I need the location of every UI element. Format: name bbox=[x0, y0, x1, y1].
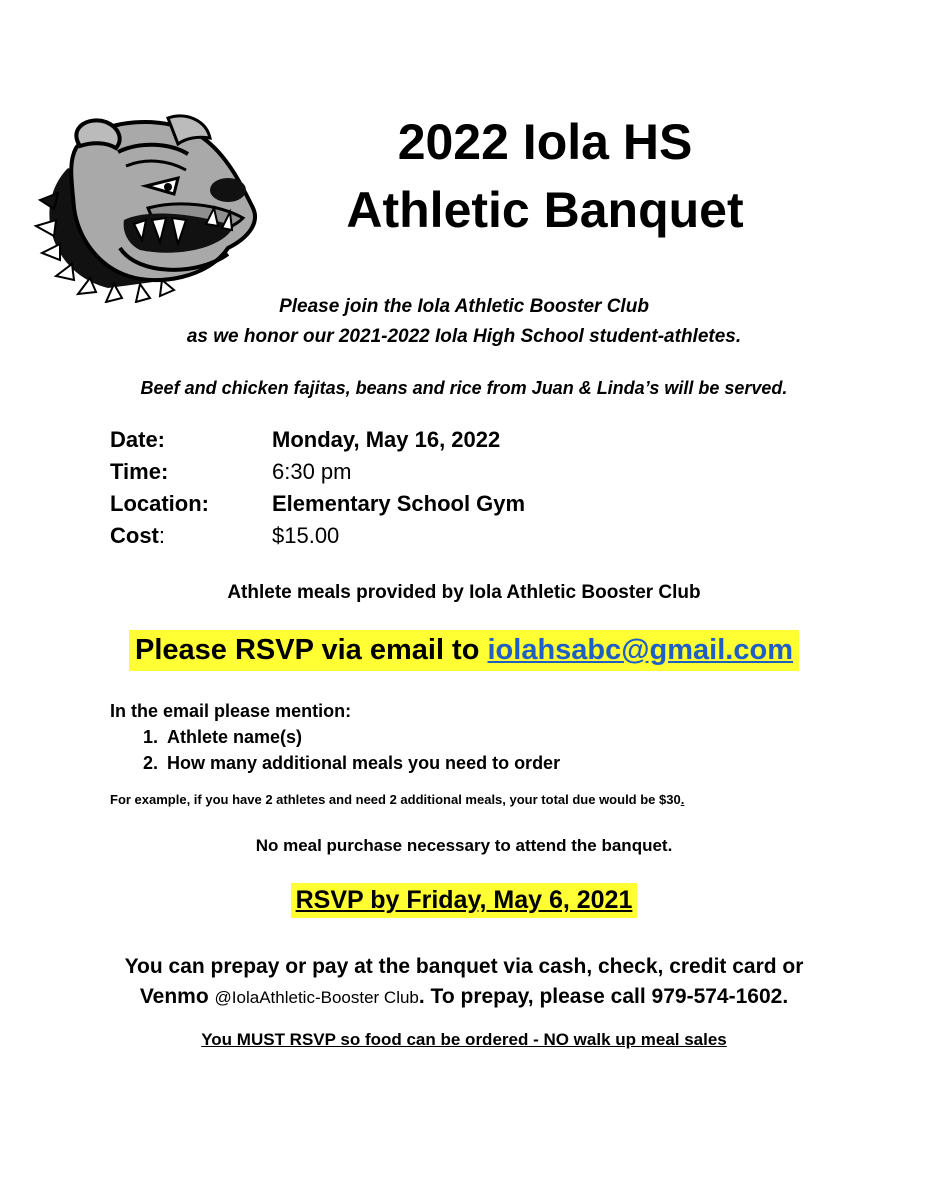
rsvp-email-banner bbox=[0, 634, 928, 667]
page-title-line-2: Athletic Banquet bbox=[346, 182, 744, 238]
example-text: For example, if you have 2 athletes and need 2 additional meals, your total due would be $30 bbox=[110, 792, 681, 807]
example-end: . bbox=[680, 792, 685, 807]
detail-label: Time: bbox=[110, 459, 169, 484]
rsvp-deadline: RSVP by Friday, May 6, 2021 bbox=[291, 883, 638, 918]
must-rsvp-note: You MUST RSVP so food can be ordered - NO walk up meal sales bbox=[201, 1030, 727, 1049]
email-instructions bbox=[110, 698, 560, 776]
page-title-line-1: 2022 Iola HS bbox=[397, 114, 693, 170]
detail-label-colon: : bbox=[158, 523, 166, 548]
rsvp-email-link[interactable]: iolahsabc@gmail.com bbox=[487, 634, 793, 666]
detail-value: $15.00 bbox=[272, 523, 340, 548]
event-details bbox=[110, 424, 525, 552]
no-purchase-note: No meal purchase necessary to attend the banquet. bbox=[255, 836, 673, 855]
list-item: 1. Athlete name(s) bbox=[163, 724, 560, 750]
detail-label: Location: bbox=[110, 491, 209, 516]
venmo-label: Venmo bbox=[139, 985, 215, 1008]
email-instructions-list bbox=[110, 724, 560, 776]
intro-line-1: Please join the Iola Athletic Booster Club bbox=[279, 296, 649, 317]
detail-label: Date: bbox=[110, 427, 166, 452]
detail-row-time bbox=[110, 456, 525, 488]
payment-info bbox=[0, 952, 928, 1013]
detail-label-text: Cost bbox=[110, 523, 159, 548]
payment-line-2 bbox=[0, 982, 928, 1013]
detail-value: Elementary School Gym bbox=[272, 491, 526, 516]
email-instructions-heading: In the email please mention: bbox=[110, 701, 352, 721]
example-note bbox=[110, 792, 684, 807]
athlete-meals-note: Athlete meals provided by Iola Athletic Booster Club bbox=[227, 582, 701, 603]
rsvp-highlight bbox=[129, 630, 799, 671]
detail-value: Monday, May 16, 2022 bbox=[272, 427, 501, 452]
detail-label bbox=[110, 520, 272, 552]
prepay-phone: . To prepay, please call 979-574-1602. bbox=[418, 985, 789, 1008]
rsvp-deadline-banner bbox=[0, 886, 928, 915]
list-item: 2. How many additional meals you need to order bbox=[163, 750, 560, 776]
detail-row-cost bbox=[110, 520, 525, 552]
venmo-handle: @IolaAthletic-Booster Club bbox=[214, 988, 419, 1007]
detail-row-date bbox=[110, 424, 525, 456]
detail-row-location bbox=[110, 488, 525, 520]
bulldog-mascot-icon bbox=[28, 108, 268, 303]
rsvp-prefix: Please RSVP via email to bbox=[135, 634, 488, 666]
payment-line-1: You can prepay or pay at the banquet via cash, check, credit card or bbox=[124, 955, 804, 978]
intro-line-2: as we honor our 2021-2022 Iola High School student-athletes. bbox=[186, 326, 742, 347]
detail-value: 6:30 pm bbox=[272, 459, 352, 484]
menu-note: Beef and chicken fajitas, beans and rice from Juan & Linda’s will be served. bbox=[140, 378, 788, 398]
